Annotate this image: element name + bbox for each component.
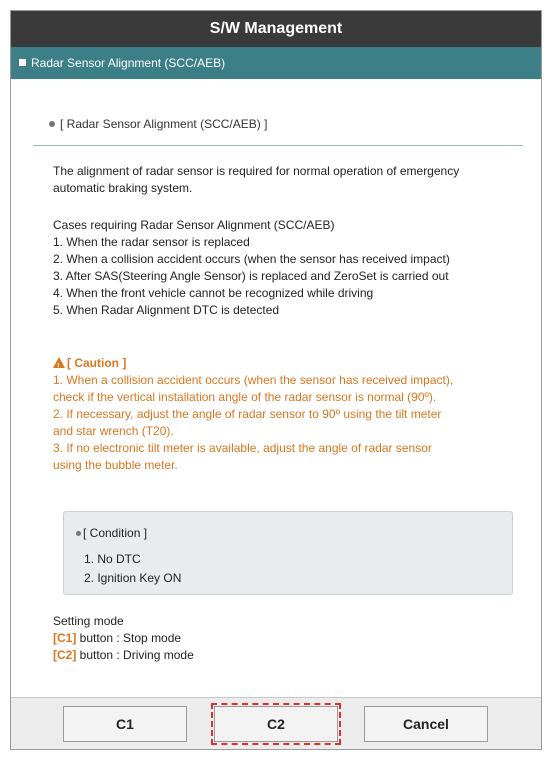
c1-tag: [C1] [53,631,77,645]
section-divider [33,145,523,146]
square-bullet-icon [19,59,26,66]
cases-list [53,217,523,319]
setting-mode-block [53,613,523,664]
c2-button[interactable]: C2 [214,706,338,742]
intro-line: automatic braking system. [53,181,193,195]
c2-description: button : Driving mode [76,648,194,662]
caution-title: [ Caution ] [67,356,127,370]
condition-item: 2. Ignition Key ON [84,571,182,585]
button-bar [11,697,541,749]
section-heading [49,117,267,131]
caution-line: check if the vertical installation angle of the radar sensor is normal (90º). [53,390,437,404]
bullet-icon [49,121,55,127]
setting-c1-line [53,630,523,647]
case-item: 1. When the radar sensor is replaced [53,235,250,249]
bullet-icon [76,531,81,536]
caution-line: 1. When a collision accident occurs (when the sensor has received impact), [53,373,454,387]
caution-block [53,355,523,474]
intro-text [53,163,523,197]
condition-title: [ Condition ] [83,526,148,540]
setting-title: Setting mode [53,614,124,628]
case-item: 2. When a collision accident occurs (when the sensor has received impact) [53,252,450,266]
caution-line: 2. If necessary, adjust the angle of radar sensor to 90º using the tilt meter [53,407,442,421]
setting-c2-line [53,647,523,664]
condition-heading [76,526,147,540]
case-item: 4. When the front vehicle cannot be recognized while driving [53,286,374,300]
case-item: 5. When Radar Alignment DTC is detected [53,303,280,317]
caution-line: using the bubble meter. [53,458,178,472]
case-item: 3. After SAS(Steering Angle Sensor) is replaced and ZeroSet is carried out [53,269,449,283]
cancel-button[interactable]: Cancel [364,706,488,742]
caution-line: 3. If no electronic tilt meter is available, adjust the angle of radar sensor [53,441,432,455]
c1-button[interactable]: C1 [63,706,187,742]
c2-tag: [C2] [53,648,77,662]
subheader-label: Radar Sensor Alignment (SCC/AEB) [31,56,226,70]
sw-management-window [10,10,542,750]
condition-box [63,511,513,595]
window-title: S/W Management [11,11,541,47]
c1-description: button : Stop mode [76,631,182,645]
caution-line: and star wrench (T20). [53,424,174,438]
caution-heading [53,355,523,372]
intro-line: The alignment of radar sensor is required for normal operation of emergency [53,164,460,178]
section-title: [ Radar Sensor Alignment (SCC/AEB) ] [60,117,268,131]
cases-title: Cases requiring Radar Sensor Alignment (SCC/AEB) [53,218,335,232]
warning-icon: ! [53,357,65,368]
condition-item: 1. No DTC [84,552,141,566]
subheader-bar [11,47,541,79]
